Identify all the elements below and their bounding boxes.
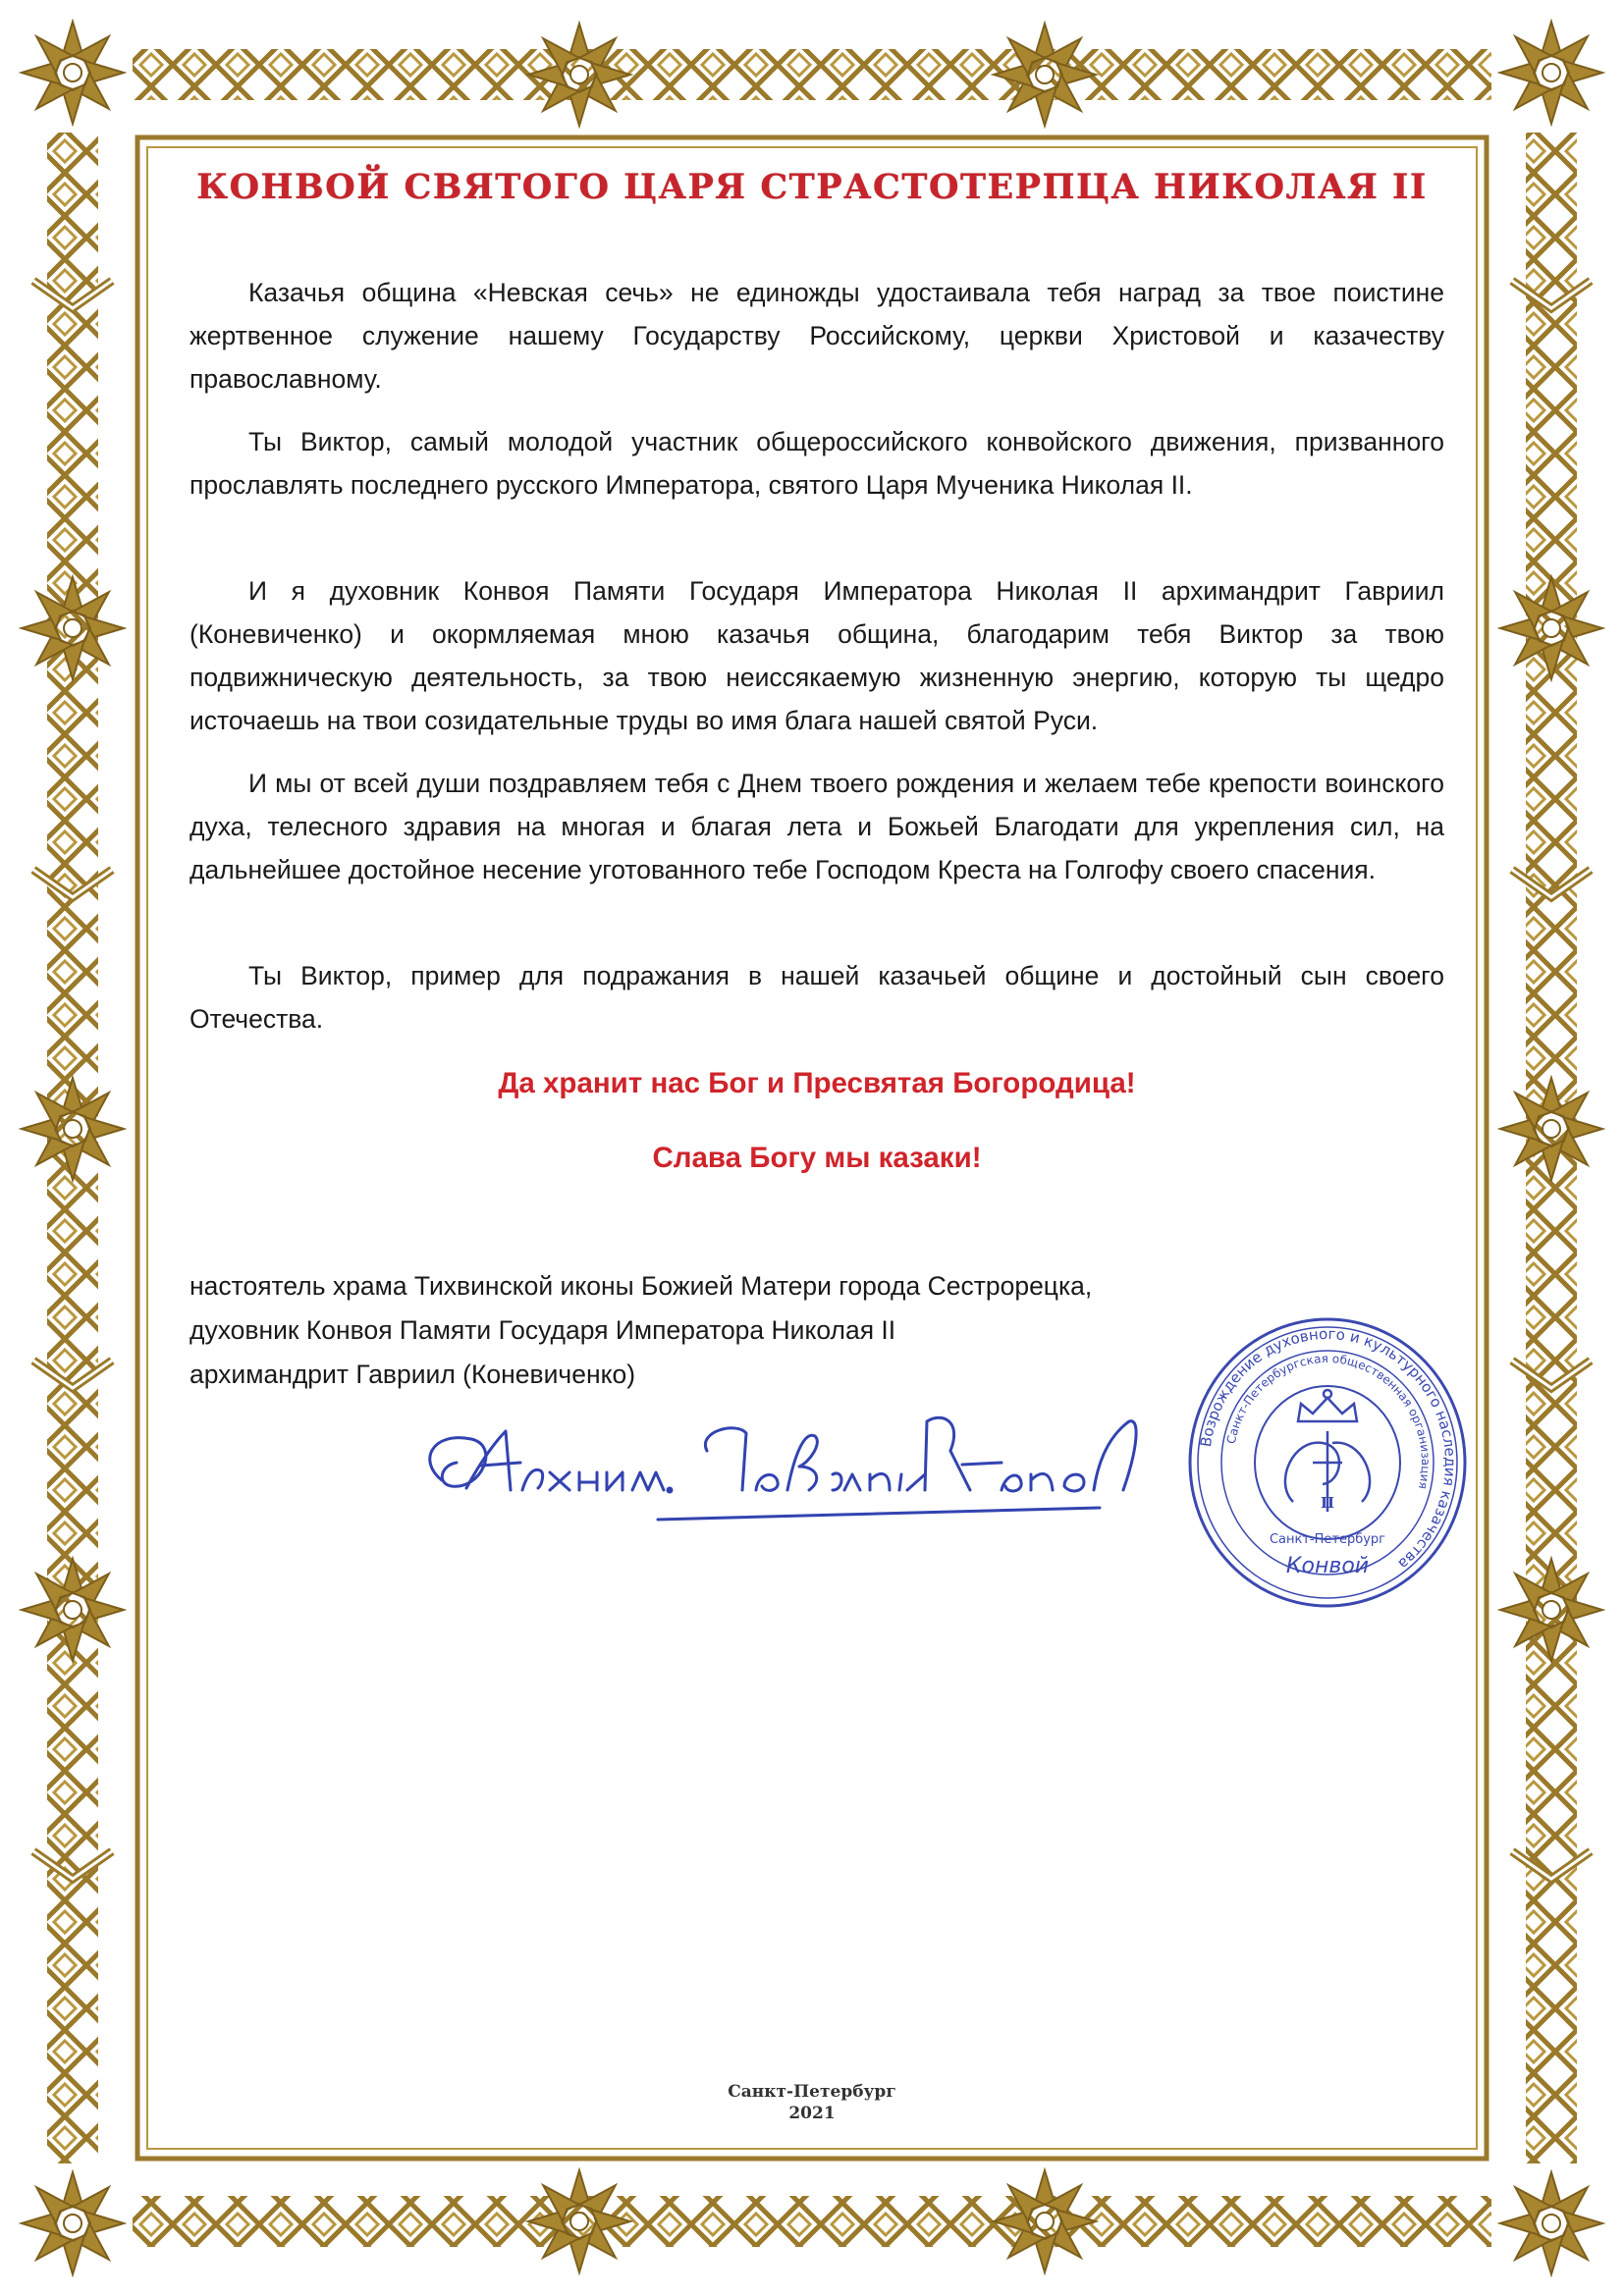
seal-name: Конвой — [1285, 1554, 1370, 1578]
signatory-line-1: настоятель храма Тихвинской иконы Божией Матери города Сестрорецка, — [189, 1271, 1093, 1301]
footer — [714, 2081, 910, 2124]
footer-year: 2021 — [788, 2104, 836, 2123]
paragraph-1: Казачья община «Невская сечь» не единожды удостаивала тебя наград за твое поистине жертвенное служение нашему Государству Российскому, церкви Христовой и казачеству православному. — [189, 278, 1444, 394]
organization-seal — [1185, 1315, 1470, 1610]
seal-inner-text: Санкт-Петербургская общественная организация — [1223, 1351, 1434, 1491]
paragraph-5: Ты Виктор, пример для подражания в нашей казачьей общине и достойный сын своего Отечества. — [189, 961, 1444, 1034]
footer-city: Санкт-Петербург — [728, 2082, 896, 2102]
handwritten-signature — [412, 1392, 1159, 1559]
seal-city: Санкт-Петербург — [1269, 1532, 1386, 1547]
signatory-block — [189, 1264, 1270, 1397]
motto-2: Слава Богу мы казаки! — [652, 1142, 982, 1174]
motto-1: Да хранит нас Бог и Пресвятая Богородица! — [498, 1067, 1136, 1099]
page-title: КОНВОЙ СВЯТОГО ЦАРЯ СТРАСТОТЕРПЦА НИКОЛАЯ II — [196, 167, 1428, 207]
signatory-line-2: духовник Конвоя Памяти Государя Императора Николая II — [189, 1315, 896, 1345]
paragraph-2: Ты Виктор, самый молодой участник общероссийского конвойского движения, призванного прославлять последнего русского Императора, святого Царя Мученика Николая II. — [189, 427, 1444, 500]
signatory-line-3: архимандрит Гавриил (Коневиченко) — [189, 1360, 636, 1389]
svg-text:II: II — [1320, 1494, 1335, 1512]
paragraph-4: И мы от всей души поздравляем тебя с Днем твоего рождения и желаем тебе крепости воинского духа, телесного здравия на многая и благая лета и Божьей Благодати для укрепления сил, на дальнейшее достойное несение уготованного тебе Господом Креста на Голгофу своего спасения. — [189, 769, 1444, 884]
seal-outer-text: Возрождение духовного и культурного наследия казачества — [1196, 1324, 1460, 1574]
paragraph-3: И я духовник Конвоя Памяти Государя Императора Николая II архимандрит Гавриил (Коневиченко) и окормляемая мною казачья община, благодарим тебя Виктор за твою подвижническую деятельность, за твою неиссякаемую жизненную энергию, которую ты щедро источаешь на твои созидательные труды во имя блага нашей святой Руси. — [189, 576, 1444, 735]
